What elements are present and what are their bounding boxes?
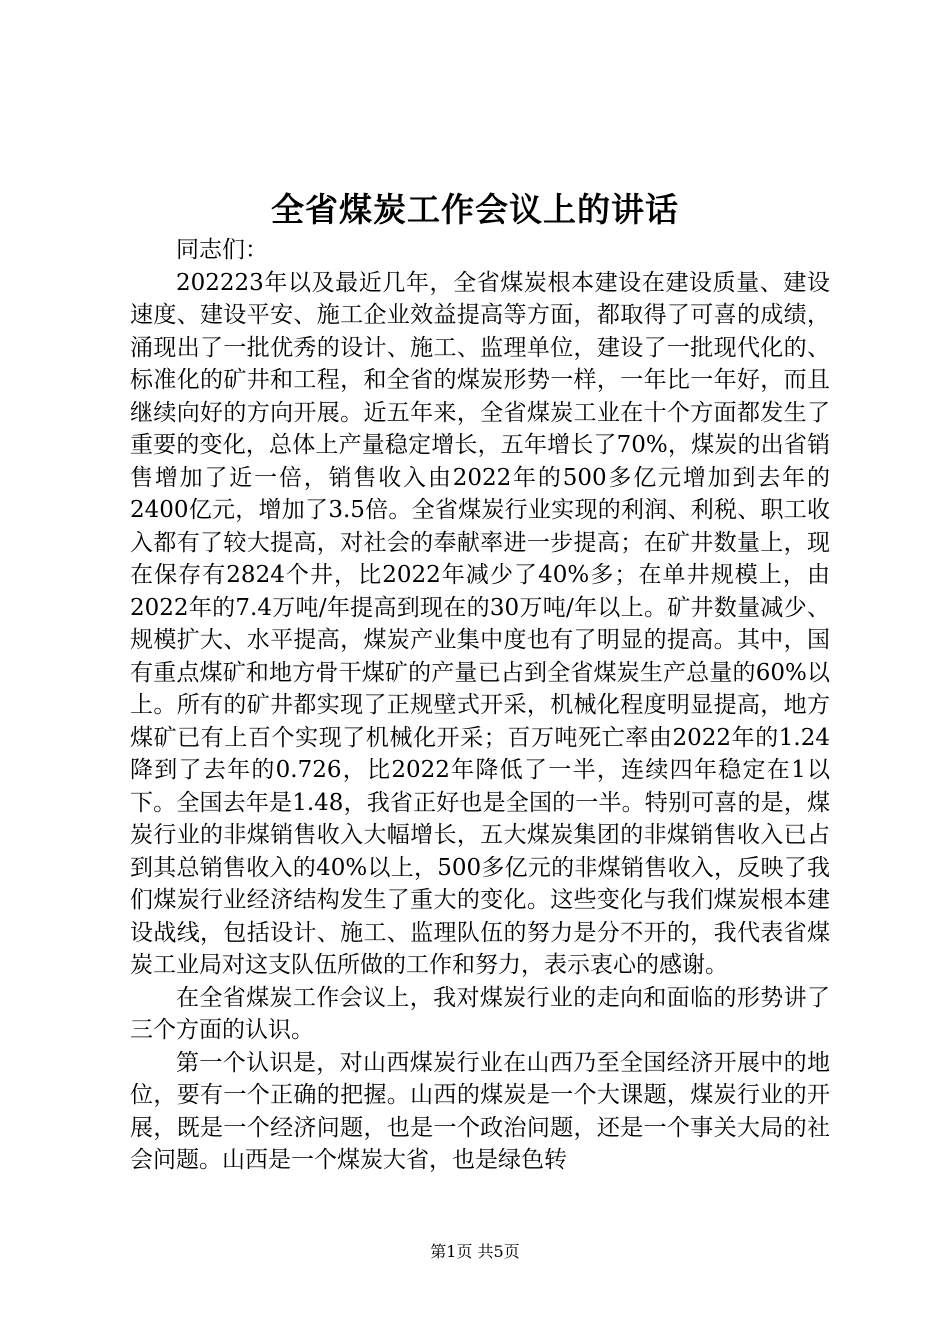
paragraph-2: 在全省煤炭工作会议上，我对煤炭行业的走向和面临的形势讲了三个方面的认识。 xyxy=(130,984,830,1043)
paragraph-1: 202223年以及最近几年，全省煤炭根本建设在建设质量、建设速度、建设平安、施工企业效益提高等方面，都取得了可喜的成绩，涌现出了一批优秀的设计、施工、监理单位，建设了一批现代化的、标准化的矿井和工程，和全省的煤炭形势一样，一年比一年好，而且继续向好的方向开展。近五年来，全省煤炭工业在十个方面都发生了重要的变化，总体上产量稳定增长，五年增长了70%，煤炭的出省销售增加了近一倍，销售收入由2022年的500多亿元增加到去年的2400亿元，增加了3.5倍。全省煤炭行业实现的利润、利税、职工收入都有了较大提高，对社会的奉献率进一步提高；在矿井数量上，现在保存有2824个井，比2022年减少了40%多；在单井规模上，由2022年的7.4万吨/年提高到现在的30万吨/年以上。矿井数量减少、规模扩大、水平提高，煤炭产业集中度也有了明显的提高。其中，国有重点煤矿和地方骨干煤矿的产量已占到全省煤炭生产总量的60%以上。所有的矿井都实现了正规壁式开采，机械化程度明显提高，地方煤矿已有上百个实现了机械化开采；百万吨死亡率由2022年的1.24降到了去年的0.726，比2022年降低了一半，连续四年稳定在1以下。全国去年是1.48，我省正好也是全国的一半。特别可喜的是，煤炭行业的非煤销售收入大幅增长，五大煤炭集团的非煤销售收入已占到其总销售收入的40%以上，500多亿元的非煤销售收入，反映了我们煤炭行业经济结构发生了重大的变化。这些变化与我们煤炭根本建设战线，包括设计、施工、监理队伍的努力是分不开的，我代表省煤炭工业局对这支队伍所做的工作和努力，表示衷心的感谢。 xyxy=(130,269,830,978)
salutation: 同志们： xyxy=(176,237,268,263)
document-title: 全省煤炭工作会议上的讲话 xyxy=(271,190,679,229)
document-body xyxy=(130,234,830,1177)
paragraph-3: 第一个认识是，对山西煤炭行业在山西乃至全国经济开展中的地位，要有一个正确的把握。山西的煤炭是一个大课题，煤炭行业的开展，既是一个经济问题，也是一个政治问题，还是一个事关大局的社会问题。山西是一个煤炭大省，也是绿色转 xyxy=(130,1049,830,1173)
page-footer: 第1页 共5页 xyxy=(430,1242,520,1261)
